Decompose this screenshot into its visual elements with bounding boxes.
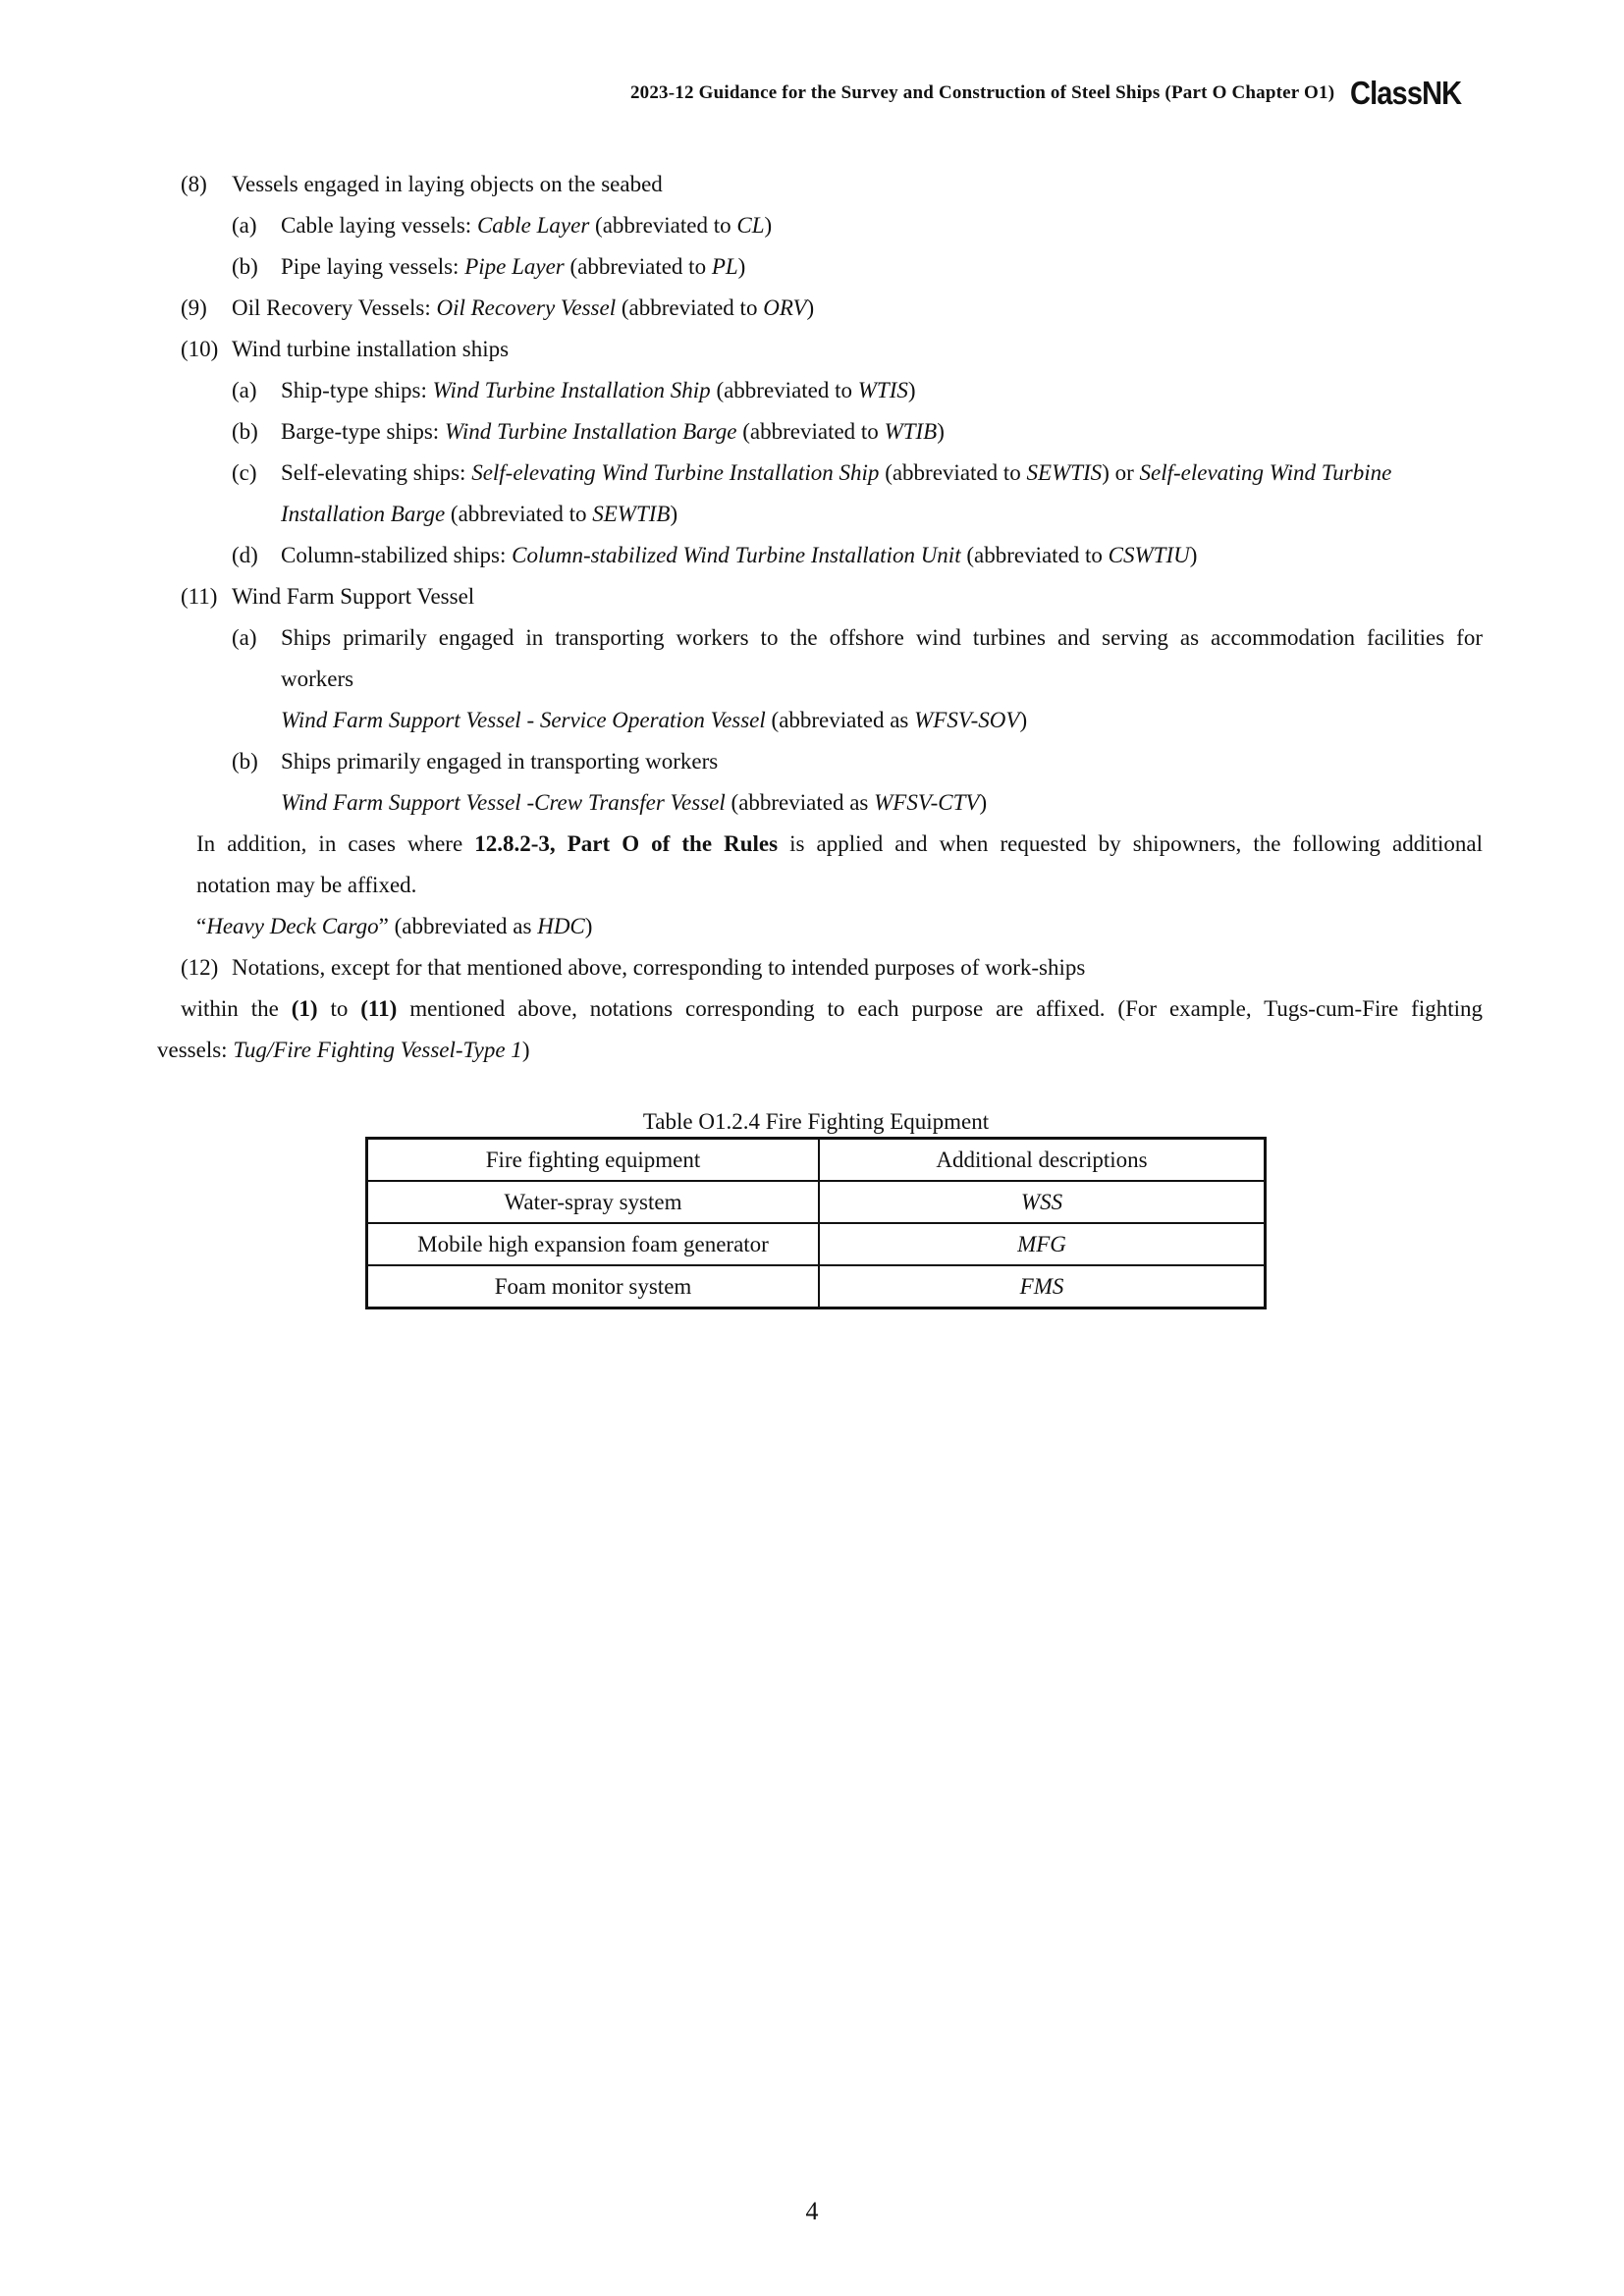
notation-name: Wind Farm Support Vessel - Service Operation Vessel — [281, 708, 766, 732]
item-text: (abbreviated to — [960, 543, 1109, 567]
within-paragraph-line2 — [157, 1039, 529, 1061]
notation-name: Column-stabilized Wind Turbine Installation Unit — [512, 543, 961, 567]
item-number: (8) — [181, 172, 207, 196]
paragraph-text: ) — [584, 914, 593, 938]
item-11a-cont — [281, 667, 353, 690]
item-number: (10) — [181, 337, 219, 361]
item-text: ) — [670, 502, 678, 526]
quote-mark: “ — [196, 914, 207, 938]
item-text: (abbreviated to — [879, 460, 1027, 485]
item-8b — [232, 255, 745, 278]
item-number: (a) — [232, 378, 257, 402]
notation-abbr: WTIB — [884, 419, 938, 444]
paragraph-text: vessels: — [157, 1038, 234, 1062]
item-text: (abbreviated to — [710, 378, 858, 402]
item-text: (abbreviated to — [736, 419, 885, 444]
item-9 — [181, 296, 814, 319]
equipment-cell: Mobile high expansion foam generator — [367, 1223, 820, 1265]
item-10c — [232, 461, 1391, 484]
item-text: workers — [281, 667, 354, 691]
within-paragraph-line1 — [181, 997, 1483, 1020]
item-number: (a) — [232, 625, 257, 650]
addition-paragraph-line1 — [196, 832, 1483, 855]
item-text: ) — [806, 295, 815, 320]
item-text: Wind Farm Support Vessel — [232, 584, 475, 609]
notation-abbr: PL — [711, 254, 738, 279]
item-text: (abbreviated as — [725, 790, 875, 815]
page-header — [630, 75, 1477, 112]
paragraph-text: mentioned above, notations corresponding to each purpose are affixed. (For example, Tugs-cum-Fire fighting — [397, 996, 1483, 1021]
notation-name: Self-elevating Wind Turbine Installation Ship — [471, 460, 880, 485]
item-text: (abbreviated as — [765, 708, 915, 732]
item-text: Ships primarily engaged in transporting workers — [281, 749, 719, 774]
notation-name: Heavy Deck Cargo — [206, 914, 379, 938]
table-row — [367, 1181, 1266, 1223]
notation-name: Oil Recovery Vessel — [436, 295, 617, 320]
notation-name: Self-elevating Wind Turbine — [1139, 460, 1392, 485]
item-text: ) — [737, 254, 746, 279]
item-text: Ship-type ships: — [281, 378, 433, 402]
item-number: (c) — [232, 460, 257, 485]
item-11 — [181, 585, 474, 608]
item-number: (d) — [232, 543, 258, 567]
notation-name: Tug/Fire Fighting Vessel-Type 1 — [233, 1038, 522, 1062]
description-cell: WSS — [819, 1181, 1266, 1223]
item-text: Ships primarily engaged in transporting workers to the offshore wind turbines and serving as accommodation facilities for — [281, 625, 1483, 650]
rule-reference: 12.8.2-3, Part O of the Rules — [474, 831, 779, 856]
paragraph-text: In addition, in cases where — [196, 831, 475, 856]
notation-name: Pipe Layer — [464, 254, 565, 279]
item-11b-notation — [281, 791, 987, 814]
notation-abbr: CSWTIU — [1108, 543, 1190, 567]
item-text: Column-stabilized ships: — [281, 543, 513, 567]
item-10 — [181, 338, 509, 360]
paragraph-text: ” (abbreviated as — [378, 914, 538, 938]
table-row — [367, 1223, 1266, 1265]
item-text: (abbreviated to — [445, 502, 593, 526]
notation-name: Wind Turbine Installation Barge — [444, 419, 737, 444]
item-number: (b) — [232, 254, 258, 279]
item-12 — [181, 956, 1085, 979]
item-reference: (11) — [360, 996, 398, 1021]
table-header-row — [367, 1139, 1266, 1182]
hdc-notation — [196, 915, 592, 937]
notation-abbr: HDC — [537, 914, 585, 938]
table-row — [367, 1265, 1266, 1308]
paragraph-text: to — [317, 996, 361, 1021]
item-text: ) — [907, 378, 916, 402]
notation-name: Wind Farm Support Vessel -Crew Transfer Vessel — [281, 790, 726, 815]
item-text: ) — [937, 419, 945, 444]
header-title: 2023-12 Guidance for the Survey and Construction of Steel Ships (Part O Chapter O1) — [629, 82, 1335, 103]
item-text: ) — [1019, 708, 1028, 732]
notation-name: Wind Turbine Installation Ship — [432, 378, 711, 402]
item-reference: (1) — [291, 996, 318, 1021]
item-text: (abbreviated to — [564, 254, 712, 279]
item-number: (b) — [232, 749, 258, 774]
notation-name: Installation Barge — [281, 502, 446, 526]
item-text: ) — [1189, 543, 1198, 567]
item-text: (abbreviated to — [589, 213, 737, 238]
notation-abbr: WFSV-SOV — [914, 708, 1020, 732]
item-11a — [232, 626, 1483, 649]
item-number: (12) — [181, 955, 219, 980]
item-11a-notation — [281, 709, 1027, 731]
addition-paragraph-line2 — [196, 874, 416, 896]
notation-abbr: CL — [736, 213, 765, 238]
item-10d — [232, 544, 1197, 566]
item-10a — [232, 379, 916, 401]
item-text: Vessels engaged in laying objects on the seabed — [232, 172, 663, 196]
page-number: 4 — [805, 2197, 819, 2225]
item-text: Self-elevating ships: — [281, 460, 472, 485]
item-8a — [232, 214, 772, 237]
fire-fighting-equipment-table — [365, 1137, 1267, 1309]
item-8 — [181, 173, 663, 195]
equipment-cell: Foam monitor system — [367, 1265, 820, 1308]
item-number: (11) — [181, 584, 218, 609]
table-header-cell: Fire fighting equipment — [367, 1139, 820, 1182]
paragraph-text: ) — [521, 1038, 530, 1062]
notation-abbr: SEWTIB — [592, 502, 671, 526]
equipment-cell: Water-spray system — [367, 1181, 820, 1223]
item-number: (b) — [232, 419, 258, 444]
item-10b — [232, 420, 945, 443]
notation-abbr: ORV — [763, 295, 807, 320]
notation-abbr: WFSV-CTV — [874, 790, 980, 815]
paragraph-text: notation may be affixed. — [196, 873, 417, 897]
notation-abbr: SEWTIS — [1026, 460, 1103, 485]
item-text: Notations, except for that mentioned above, corresponding to intended purposes of work-ships — [232, 955, 1086, 980]
item-text: Barge-type ships: — [281, 419, 445, 444]
table-header-cell: Additional descriptions — [819, 1139, 1266, 1182]
paragraph-text: is applied and when requested by shipowners, the following additional — [778, 831, 1483, 856]
item-text: Pipe laying vessels: — [281, 254, 465, 279]
table-caption: Table O1.2.4 Fire Fighting Equipment — [642, 1109, 990, 1134]
notation-abbr: WTIS — [857, 378, 908, 402]
notation-name: Cable Layer — [476, 213, 590, 238]
item-number: (9) — [181, 295, 207, 320]
item-11b — [232, 750, 718, 773]
item-text: ) or — [1102, 460, 1140, 485]
item-text: Oil Recovery Vessels: — [232, 295, 437, 320]
item-text: ) — [979, 790, 988, 815]
item-text: Cable laying vessels: — [281, 213, 477, 238]
item-text: Wind turbine installation ships — [232, 337, 510, 361]
item-number: (a) — [232, 213, 257, 238]
classnk-logo: ClassNK — [1350, 75, 1462, 111]
paragraph-text: within the — [181, 996, 292, 1021]
description-cell: FMS — [819, 1265, 1266, 1308]
item-text: (abbreviated to — [616, 295, 764, 320]
item-10c-cont — [281, 503, 677, 525]
item-text: ) — [764, 213, 773, 238]
description-cell: MFG — [819, 1223, 1266, 1265]
